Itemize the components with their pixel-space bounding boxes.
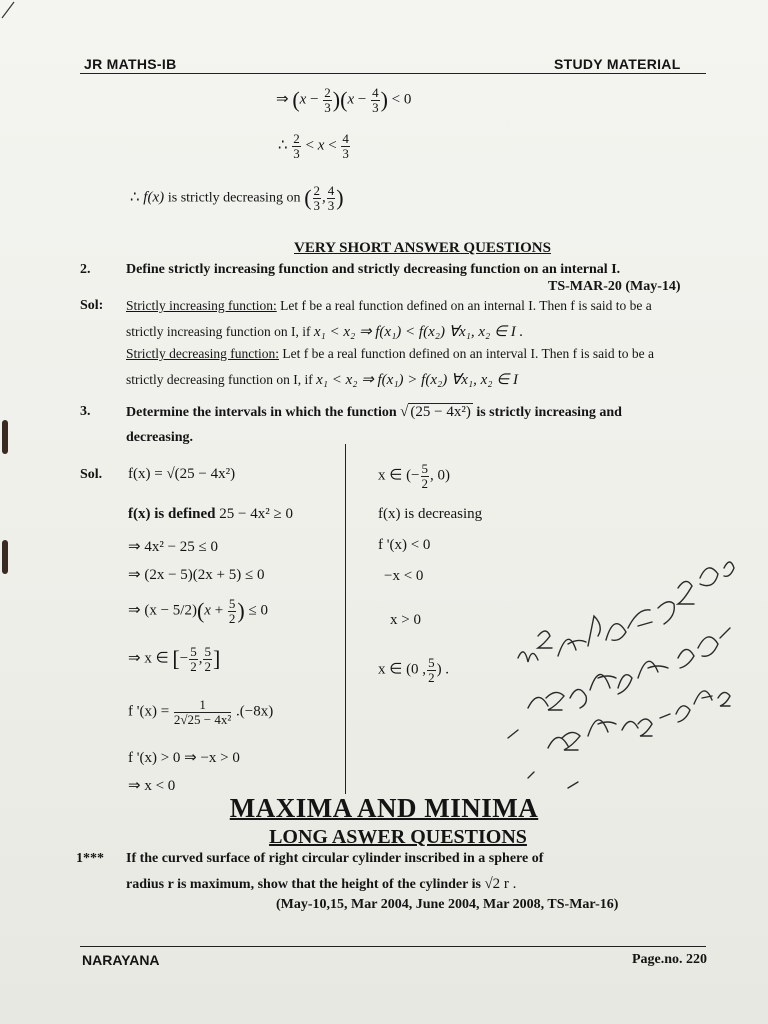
- binding-mark-upper: [2, 420, 8, 454]
- q3-question-line1: Determine the intervals in which the function √ (25 − 4x²) is strictly increasing and: [126, 404, 622, 420]
- sol-line-1: f(x) = √(25 − 4x²): [128, 466, 236, 482]
- column-divider: [345, 444, 346, 794]
- section-long-answer: LONG ASWER QUESTIONS: [269, 826, 527, 848]
- q1-reference: (May-10,15, Mar 2004, June 2004, Mar 2008, TS-Mar-16): [276, 897, 619, 912]
- sol-line-7: f '(x) = $\frac{1}{\text{2√25 − 4x²}}$ .(−8x): [128, 697, 274, 727]
- right-line-6: x ∈ (0 , $\frac{5}{2}$ ) .: [378, 655, 450, 685]
- q2-increasing-line2: strictly increasing function on I, if x₁ < x₂ ⇒ f(x₁) < f(x₂) ∀x₁, x₂ ∈ I .: [126, 324, 524, 340]
- footer-publisher: NARAYANA: [82, 952, 160, 968]
- q2-decreasing-line1: Strictly decreasing function: Let f be a real function defined on an interval I. Then f is said to be a: [126, 346, 654, 361]
- decreasing-def-label: Strictly decreasing function:: [126, 346, 279, 361]
- q1-question-line2: radius r is maximum, show that the height of the cylinder is √2 r .: [126, 876, 517, 892]
- sol-line-8: f '(x) > 0 ⇒ −x > 0: [128, 750, 240, 766]
- q2-question: Define strictly increasing function and strictly decreasing function on an internal I.: [126, 262, 621, 277]
- section-maxima-minima: MAXIMA AND MINIMA: [229, 793, 539, 823]
- page-number: Page.no. 220: [632, 952, 708, 967]
- q3-sol-label: Sol.: [80, 467, 103, 482]
- right-line-2: f(x) is decreasing: [378, 506, 483, 522]
- right-line-1: x ∈ (− $\frac{5}{2}$ , 0): [378, 461, 451, 491]
- header-rule: [80, 73, 706, 74]
- q2-reference: TS-MAR-20 (May-14): [548, 279, 681, 294]
- decreasing-conclusion: ∴ f(x) is strictly decreasing on ( $\frac{2}{3}$ , $\frac{4}{3}$ ): [130, 183, 344, 213]
- q2-increasing-line1: Strictly increasing function: Let f be a real function defined on an internal I. Then f is said to be a: [126, 298, 652, 313]
- sol-line-9: ⇒ x < 0: [128, 778, 176, 794]
- right-line-3: f '(x) < 0: [378, 537, 431, 553]
- sol-line-6: ⇒ x ∈ [− $\frac{5}{2}$ , $\frac{5}{2}$ ]: [128, 644, 221, 674]
- sol-line-4: ⇒ (2x − 5)(2x + 5) ≤ 0: [128, 567, 265, 583]
- q1-question-line1: If the curved surface of right circular cylinder inscribed in a sphere of: [126, 851, 544, 866]
- sol-line-5: ⇒ (x − 5/2)(x + $\frac{5}{2}$ ) ≤ 0: [128, 596, 268, 626]
- increasing-def-label: Strictly increasing function:: [126, 298, 277, 313]
- q1-number: 1***: [76, 851, 104, 866]
- right-line-5: x > 0: [390, 612, 421, 628]
- sol-line-3: ⇒ 4x² − 25 ≤ 0: [128, 539, 219, 555]
- q3-question-line2: decreasing.: [126, 430, 194, 445]
- header-subject: JR MATHS-IB: [84, 56, 177, 72]
- section-very-short-answer: VERY SHORT ANSWER QUESTIONS: [294, 240, 551, 256]
- q2-decreasing-line2: strictly decreasing function on I, if x₁ < x₂ ⇒ f(x₁) > f(x₂) ∀x₁, x₂ ∈ I: [126, 372, 519, 388]
- sol-line-2: f(x) is defined 25 − 4x² ≥ 0: [128, 506, 293, 522]
- interval-result: ∴ $\frac{2}{3}$ < x < $\frac{4}{3}$: [278, 131, 349, 161]
- footer-rule: [80, 946, 706, 947]
- binding-mark-lower: [2, 540, 8, 574]
- header-material: STUDY MATERIAL: [554, 56, 681, 72]
- right-line-4: −x < 0: [384, 568, 424, 584]
- factor-inequality: ⇒ (x − $\frac{2}{3}$ )(x − $\frac{4}{3}$ ) < 0: [276, 85, 412, 115]
- handwritten-notes: [488, 548, 748, 798]
- q3-number: 3.: [80, 404, 91, 419]
- q2-number: 2.: [80, 262, 91, 277]
- q2-sol-label: Sol:: [80, 298, 104, 313]
- torn-corner-mark: [0, 0, 30, 20]
